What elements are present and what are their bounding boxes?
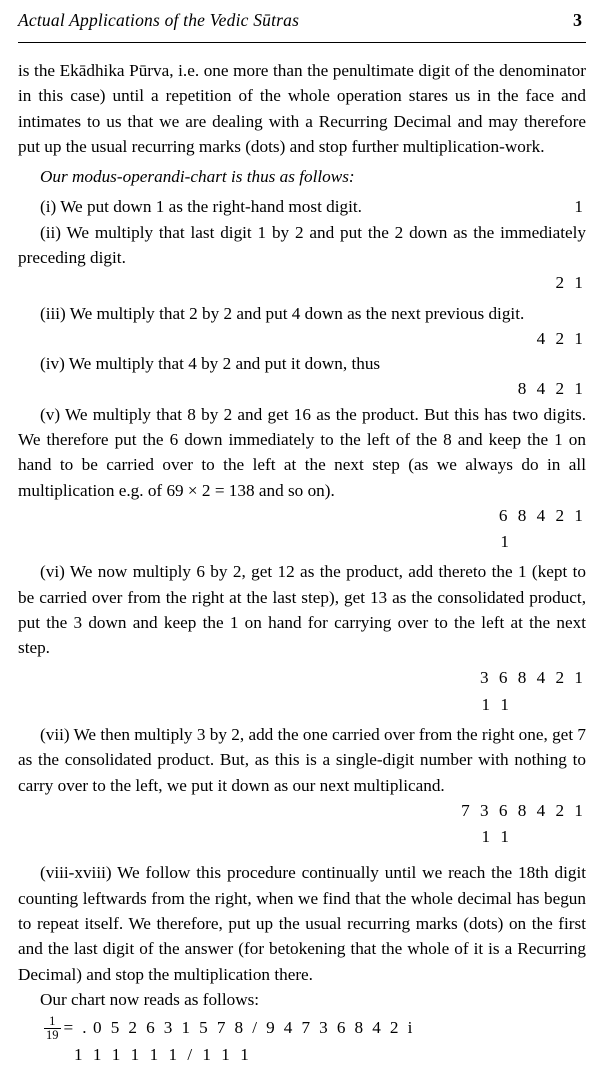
- step-vii-text: (vii) We then multiply 3 by 2, add the one carried over from the right one, get 7 as the consolidated product. But, as this is a single-digit number with nothing to carry over to the left, we put it down as our next multiplicand.: [18, 725, 586, 795]
- answer-digits: 0 5 2 6 3 1 5 7 8 / 9 4 7 3 6 8 4 2 i: [93, 1017, 415, 1037]
- paragraph-chart-final: Our chart now reads as follows:: [40, 989, 260, 1009]
- step-v-text: (v) We multiply that 8 by 2 and get 16 as the product. But this has two digits. We therefore put the 6 down immediately to the left of the 8 and keep the 1 on hand to be carried over to the left at the next step (as we always do in all multiplication e.g. of 69 × 2 = 138 and so on).: [18, 404, 586, 500]
- step-vi-digits: 3 6 8 4 2 1: [479, 668, 586, 688]
- page-number: 3: [573, 10, 582, 30]
- step-row-ii: [18, 220, 586, 271]
- step-row-iv: [18, 351, 586, 376]
- step-i-text: (i) We put down 1 as the right-hand most digit.: [40, 197, 362, 217]
- step-i-digits: 1: [574, 197, 586, 217]
- final-answer-line: [44, 1014, 586, 1041]
- fraction-one-nineteenth: [44, 1015, 61, 1042]
- fraction-numerator: 1: [49, 1014, 56, 1029]
- step-ii-text: (ii) We multiply that last digit 1 by 2 and put the 2 down as the immediately preceding digit.: [18, 222, 586, 267]
- running-head-title: Actual Applications of the Vedic Sūtras: [18, 10, 300, 30]
- step-iv-digits: 8 4 2 1: [517, 379, 586, 399]
- answer-carry-digits: 1 1 1 1 1 1 / 1 1 1: [74, 1045, 252, 1065]
- header-divider: [18, 42, 586, 43]
- step-iii-digits: 4 2 1: [536, 328, 586, 348]
- step-v-carry: 1: [500, 532, 512, 552]
- step-ii-digits: 2 1: [555, 273, 586, 293]
- paragraph-chart-lead: Our modus-operandi-chart is thus as follows:: [40, 167, 355, 187]
- page-header: [18, 10, 582, 36]
- step-vi-carry: 1 1: [481, 694, 512, 714]
- step-vii-digits: 7 3 6 8 4 2 1: [461, 800, 586, 820]
- step-iv-text: (iv) We multiply that 4 by 2 and put it down, thus: [40, 354, 381, 374]
- step-vii-carry: 1 1: [481, 827, 512, 847]
- step-v-digits: 6 8 4 2 1: [498, 505, 586, 525]
- step-vi-text: (vi) We now multiply 6 by 2, get 12 as the product, add thereto the 1 (kept to be carried over from the right at the last step), get 13 as the consolidated product, put the 3 down and keep the 1 on hand for carrying over to the left at the next step.: [18, 562, 586, 658]
- fraction-denominator: 19: [46, 1028, 59, 1043]
- equals-sign: = .: [63, 1017, 89, 1037]
- step-iii-text: (iii) We multiply that 2 by 2 and put 4 down as the next previous digit.: [40, 303, 525, 323]
- step-row-i: [18, 194, 586, 219]
- page-body: [18, 58, 586, 1067]
- paragraph-intro: is the Ekādhika Pūrva, i.e. one more than the penultimate digit of the denominator in this case) until a repetition of the whole operation stares us in the face and intimates to us that we are dealing with a Recurring Decimal and may therefore put up the usual recurring marks (dots) and stop further multiplication-work.: [18, 61, 586, 156]
- step-viii-text: (viii-xviii) We follow this procedure continually until we reach the 18th digit counting leftwards from the right, when we find that the whole decimal has begun to repeat itself. We therefore, put up the usual recurring marks (dots) on the first and the last digit of the answer (for betokening that the whole of it is a Recurring Decimal) and stop the multiplication there.: [18, 863, 586, 984]
- step-row-iii: [18, 301, 586, 326]
